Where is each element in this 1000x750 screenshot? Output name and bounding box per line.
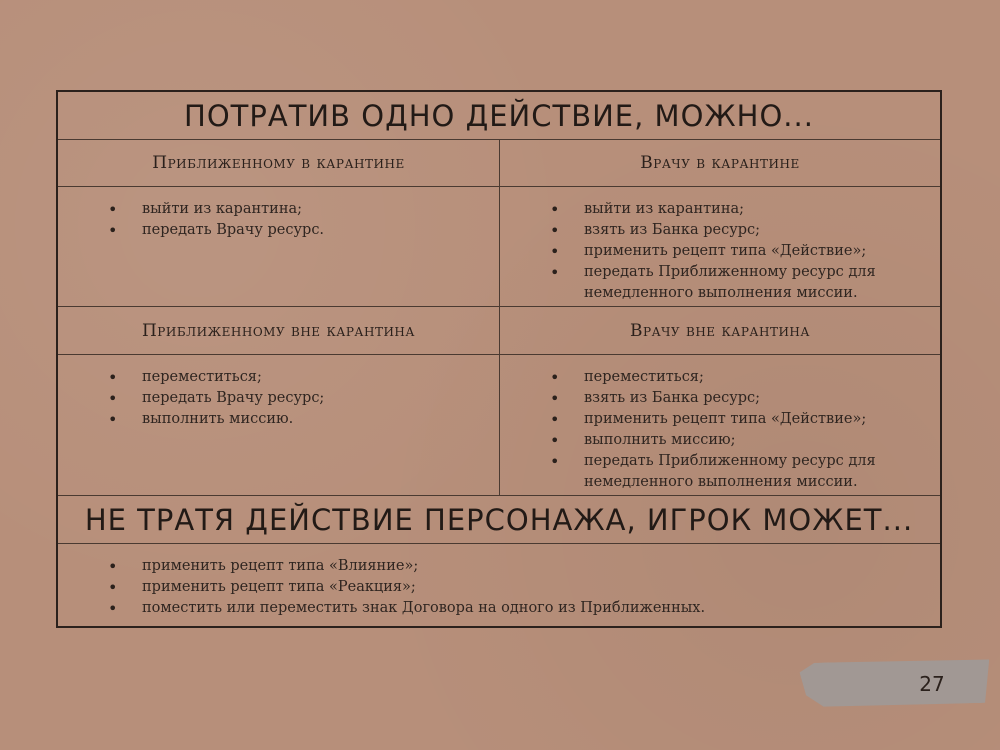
outside-doctor-heading: Врачу вне карантина — [630, 320, 810, 341]
list-item: • поместить или переместить знак Договора на одного из Приближенных. — [104, 598, 705, 619]
outside-aide-heading: Приближенному вне карантина — [58, 307, 500, 354]
rules-table — [56, 90, 942, 628]
list-item: • передать Приближенному ресурс для — [546, 451, 876, 472]
quarantine-doctor-heading: Врачу в карантине — [640, 153, 800, 173]
list-item: • взять из Банка ресурс; — [546, 220, 876, 241]
title-top-text: ПОТРАТИВ ОДНО ДЕЙСТВИЕ, МОЖНО... — [184, 98, 814, 133]
list-item: • применить рецепт типа «Действие»; — [546, 409, 876, 430]
section-1-header-row — [58, 140, 940, 187]
section-2-body-row — [58, 355, 940, 496]
list-item: • передать Врачу ресурс. — [104, 220, 324, 241]
list-item: • переместиться; — [104, 367, 324, 388]
list-item-continuation: немедленного выполнения миссии. — [584, 474, 858, 490]
section-1-body-row — [58, 187, 940, 307]
list-item: • выйти из карантина; — [104, 199, 324, 220]
tape-strip — [799, 657, 990, 710]
section-title-bottom — [58, 496, 940, 544]
list-item: • выполнить миссию; — [546, 430, 876, 451]
quarantine-doctor-actions — [500, 187, 940, 306]
list-item: • передать Врачу ресурс; — [104, 388, 324, 409]
section-title-top — [58, 92, 940, 140]
title-bottom-text: НЕ ТРАТЯ ДЕЙСТВИЕ ПЕРСОНАЖА, ИГРОК МОЖЕТ... — [84, 502, 914, 537]
list-item: • применить рецепт типа «Влияние»; — [104, 556, 705, 577]
outside-aide-actions — [58, 355, 500, 495]
list-item: • применить рецепт типа «Реакция»; — [104, 577, 705, 598]
list-item: • передать Приближенному ресурс для — [546, 262, 876, 283]
list-item: • взять из Банка ресурс; — [546, 388, 876, 409]
outside-doctor-actions — [500, 355, 940, 495]
list-item: • переместиться; — [546, 367, 876, 388]
section-2-header-row — [58, 307, 940, 355]
free-actions-list — [58, 544, 940, 628]
list-item: • выполнить миссию. — [104, 409, 324, 430]
list-item: • выйти из карантина; — [546, 199, 876, 220]
quarantine-aide-actions — [58, 187, 500, 306]
list-item-continuation: немедленного выполнения миссии. — [584, 285, 858, 301]
quarantine-aide-heading: Приближенному в карантине — [58, 140, 500, 186]
list-item: • применить рецепт типа «Действие»; — [546, 241, 876, 262]
page-number: 27 — [919, 672, 945, 696]
